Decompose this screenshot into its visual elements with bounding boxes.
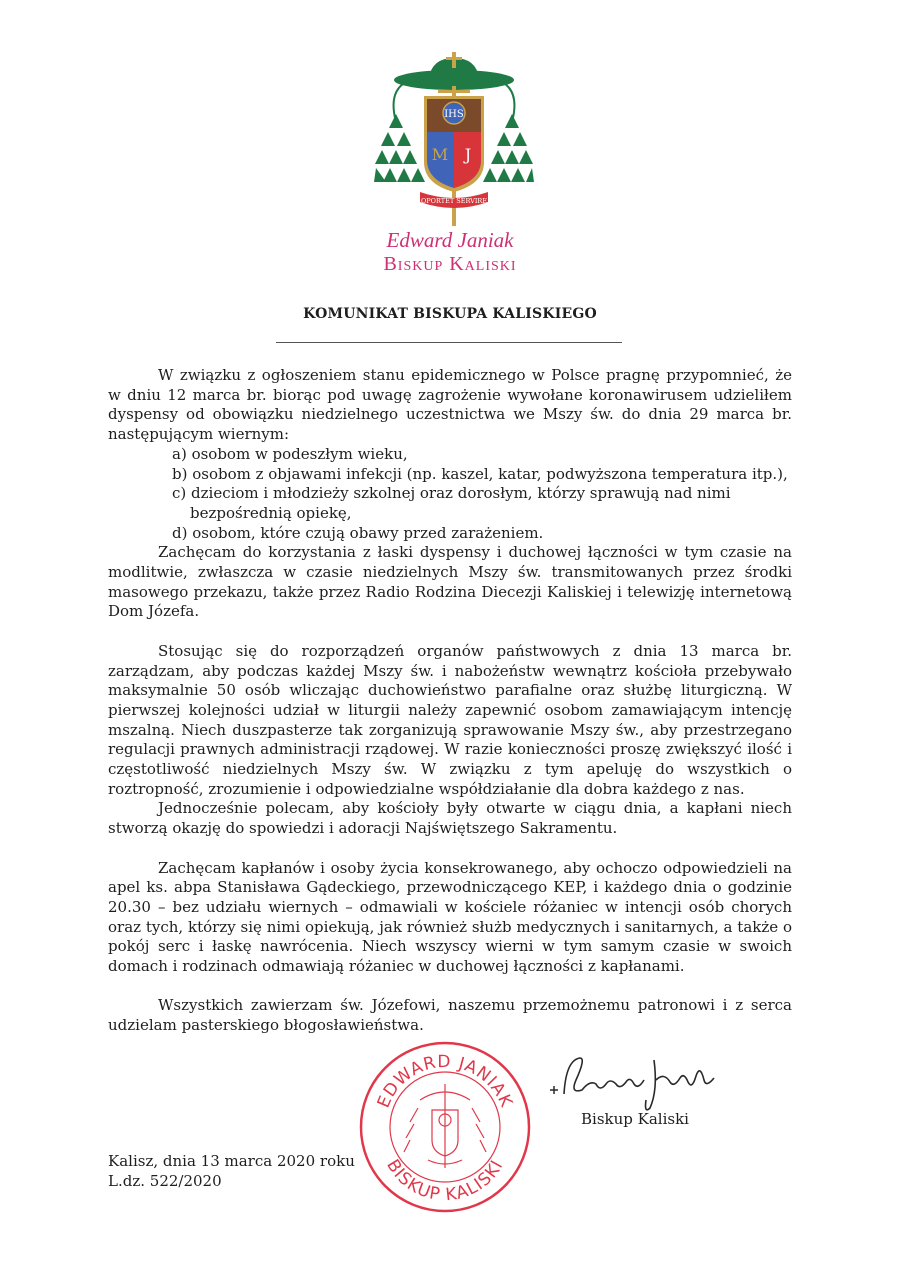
- paragraph-rosary: Zachęcam kapłanów i osoby życia konsekrowanego, aby ochoczo odpowiedzieli na apel ks. abpa Stanisława Gądeckiego, przewodniczącego KEP, i każdego dnia o godzinie 20.30 – bez udziału wiernych – odmawiali w kościele różaniec w intencji osób chorych oraz tych, którzy się nimi opiekują, jak również służb medycznych i sanitarnych, a także o pokój serc i łaskę nawrócenia. Niech wszyscy wierni w tym samym czasie w swoich domach i rodzinach odmawiają różaniec w duchowej łączności z kapłanami.: [108, 858, 792, 976]
- list-item-c-continuation: bezpośrednią opiekę,: [190, 503, 352, 522]
- bishop-stamp-icon: [358, 1040, 532, 1214]
- stamp-top-text: EDWARD JANIAK: [373, 1051, 517, 1111]
- signature-text: + Edward Janiak: [546, 1050, 555, 1051]
- list-item-c-text: c) dzieciom i młodzieży szkolnej oraz dorosłym, którzy sprawują nad nimi: [172, 484, 731, 503]
- paragraph-encouragement: Zachęcam do korzystania z łaski dyspensy i duchowej łączności w tym czasie na modlitwie, zwłaszcza w czasie niedzielnych Mszy św. transmitowanych przez środki masowego przekazu, także przez Radio Rodzina Diecezji Kaliskiej i telewizję internetową Dom Józefa.: [108, 543, 792, 621]
- paragraph-churches-open: Jednocześnie polecam, aby kościoły były otwarte w ciągu dnia, a kapłani niech stworzą okazję do spowiedzi i adoracji Najświętszego Sakramentu.: [108, 799, 792, 838]
- bishop-title: Biskup Kaliski: [383, 253, 517, 275]
- heading-divider: [276, 342, 622, 343]
- dispensation-list: [108, 445, 792, 544]
- list-item-c: [172, 484, 792, 523]
- bishop-name: Edward Janiak: [386, 228, 514, 252]
- crest-motto: OPORTET SERVIRE: [420, 197, 488, 205]
- reference-number: L.dz. 522/2020: [108, 1172, 222, 1190]
- paragraph-blessing: Wszystkich zawierzam św. Józefowi, naszemu przemożnemu patronowi i z serca udzielam pasterskiego błogosławieństwa.: [108, 996, 792, 1035]
- paragraph-intro: W związku z ogłoszeniem stanu epidemicznego w Polsce pragnę przypomnieć, że w dniu 12 marca br. biorąc pod uwagę zagrożenie wywołane koronawirusem udzieliłem dyspensy od obowiązku niedzielnego uczestnictwa we Mszy św. do dnia 29 marca br. następującym wiernym:: [108, 366, 792, 444]
- crest-letter-j: J: [464, 145, 472, 164]
- list-item-a: a) osobom w podeszłym wieku,: [172, 444, 408, 463]
- place-date: Kalisz, dnia 13 marca 2020 roku: [108, 1152, 355, 1170]
- list-item-d: d) osobom, które czują obawy przed zarażeniem.: [172, 523, 544, 542]
- crest-letter-m: M: [431, 145, 449, 164]
- coat-of-arms-icon: [374, 52, 534, 230]
- signature-caption: Biskup Kaliski: [581, 1110, 689, 1128]
- paragraph-regulations: Stosując się do rozporządzeń organów państwowych z dnia 13 marca br. zarządzam, aby podczas każdej Mszy św. i nabożeństw wewnątrz kościoła przebywało maksymalnie 50 osób wliczając duchowieństwo parafialne oraz służbę liturgiczną. W pierwszej kolejności udział w liturgii należy zapewnić osobom zamawiającym intencję mszalną. Niech duszpasterze tak zorganizują sprawowanie Mszy św., aby przestrzegano regulacji prawnych administracji rządowej. W razie konieczności proszę zwiększyć ilość i częstotliwość niedzielnych Mszy św. W związku z tym apeluję do wszystkich o roztropność, zrozumienie i odpowiedzialne współdziałanie dla dobra każdego z nas.: [108, 641, 792, 798]
- place-and-date-block: [108, 1151, 355, 1191]
- stamp-bottom-text: BISKUP KALISKI: [382, 1156, 508, 1206]
- document-heading: KOMUNIKAT BISKUPA KALISKIEGO: [303, 306, 597, 322]
- letter-body: [108, 366, 792, 1036]
- crest-monogram: IHS: [444, 109, 464, 120]
- list-item-b: b) osobom z objawami infekcji (np. kaszel, katar, podwyższona temperatura itp.),: [172, 464, 788, 483]
